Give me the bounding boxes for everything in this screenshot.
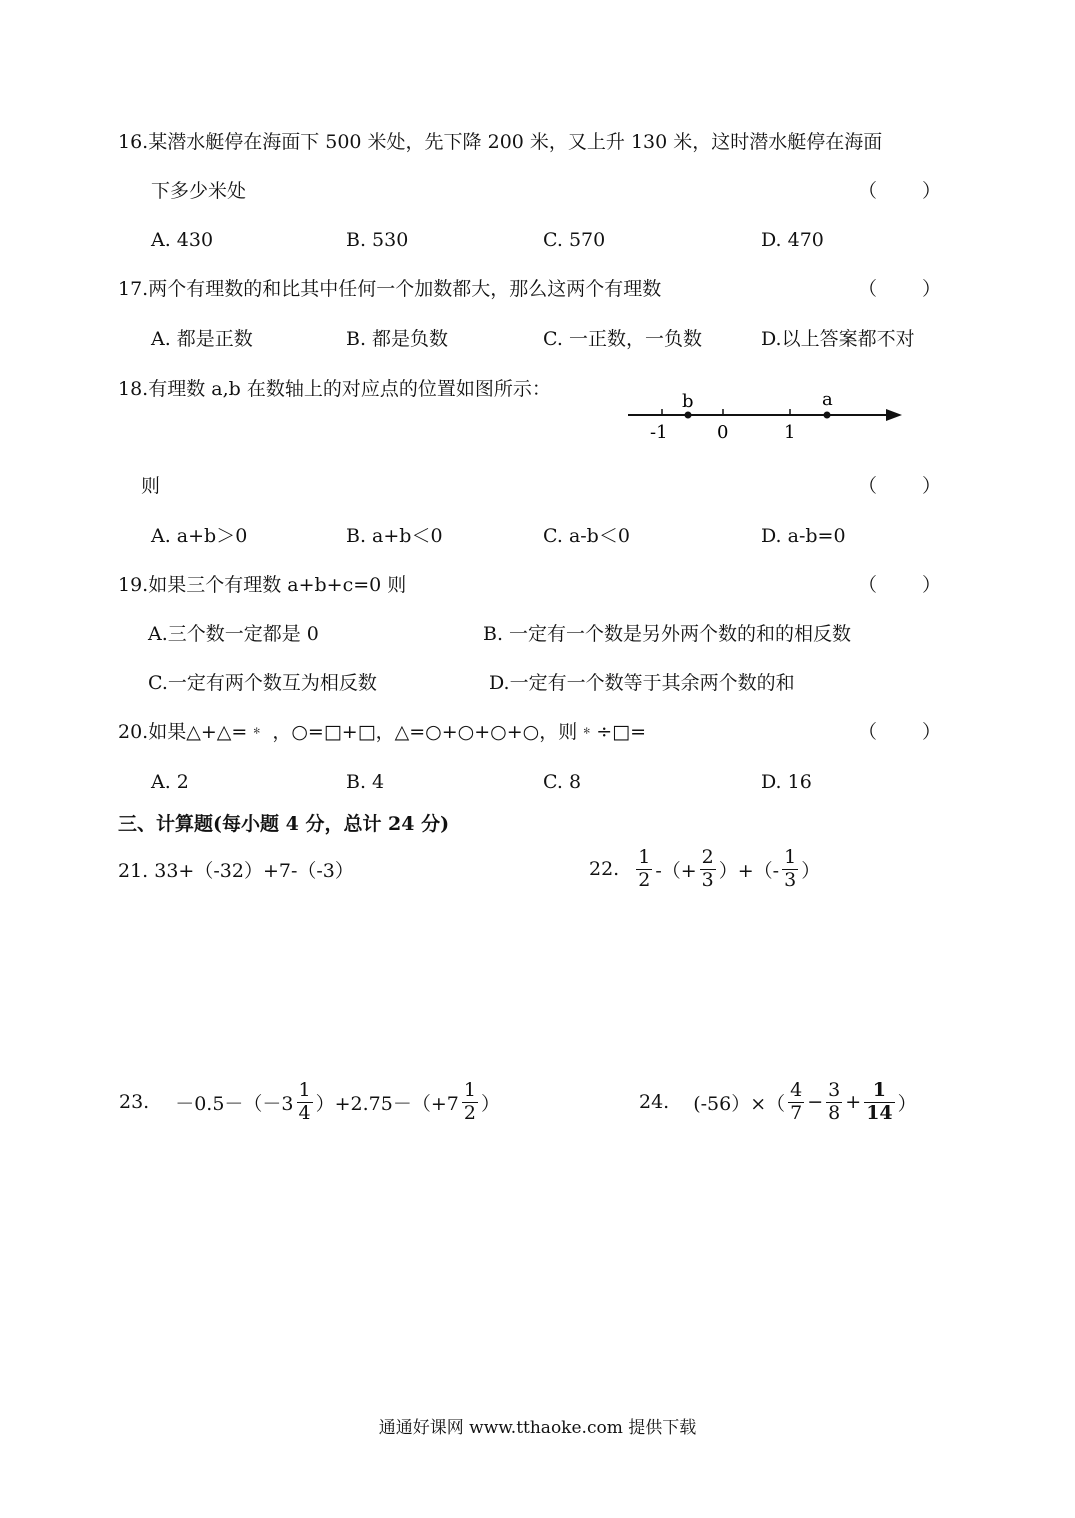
q19-option-d: D.一定有一个数等于其余两个数的和	[489, 672, 795, 694]
q24-part-2: ）	[897, 1092, 917, 1115]
q24-part-1: (-56）×（	[693, 1092, 786, 1115]
q16-answer-paren-close: ）	[922, 180, 942, 202]
q16-stem-line2: 下多少米处	[151, 180, 247, 202]
tick-label-minus-1: -1	[650, 422, 668, 443]
q23-part-3: ）	[480, 1092, 500, 1115]
q16-option-d: D. 470	[761, 229, 824, 251]
q23-fraction-2	[462, 1080, 478, 1125]
q16-option-b: B. 530	[346, 229, 409, 251]
q22-fraction-3-numerator: 1	[784, 846, 797, 868]
q24-fraction-3-denominator: 14	[866, 1101, 893, 1124]
q19-option-b: B. 一定有一个数是另外两个数的和的相反数	[483, 623, 852, 645]
q17-option-c: C. 一正数，一负数	[543, 328, 702, 350]
q18-answer-paren-open: （	[858, 475, 878, 497]
number-line-arrowhead	[886, 409, 902, 421]
q20-option-c: C. 8	[543, 771, 582, 793]
q19-option-c: C.一定有两个数互为相反数	[148, 672, 377, 694]
q20-stem: 20.如果△+△=﹡ ，○=□+□，△=○+○+○+○，则﹡÷□=	[118, 721, 647, 743]
q17-option-d: D.以上答案都不对	[761, 328, 915, 350]
page-footer: 通通好课网 www.tthaoke.com 提供下载	[378, 1418, 697, 1438]
q18-stem-line2: 则	[141, 475, 161, 497]
q24-expression	[638, 1080, 918, 1125]
q23-label: 23.	[119, 1091, 150, 1114]
q24-fraction-1-denominator: 7	[790, 1101, 803, 1124]
q23-part-2: ）+2.75－（+7	[315, 1092, 459, 1115]
q20-option-a: A. 2	[151, 771, 189, 793]
q22-fraction-2	[700, 847, 716, 892]
q19-stem: 19.如果三个有理数 a+b+c=0 则	[118, 574, 407, 596]
q22-fraction-1-numerator: 1	[638, 846, 651, 868]
q22-fraction-1	[636, 847, 652, 892]
q22-operator-3: ）	[801, 859, 821, 882]
q17-answer-paren-close: ）	[922, 278, 942, 300]
q24-fraction-3	[864, 1080, 894, 1125]
q24-fraction-2	[826, 1080, 842, 1125]
q24-fraction-1	[788, 1080, 804, 1125]
q24-fraction-3-numerator: 1	[872, 1079, 887, 1101]
point-label-b: b	[682, 391, 694, 412]
q17-option-a: A. 都是正数	[151, 328, 253, 350]
q22-fraction-2-denominator: 3	[701, 868, 714, 891]
q24-label: 24.	[639, 1091, 670, 1114]
q18-number-line	[620, 385, 910, 447]
tick-label-0: 0	[717, 422, 729, 443]
q16-option-a: A. 430	[151, 229, 214, 251]
q18-answer-paren-close: ）	[922, 475, 942, 497]
section3-heading: 三、计算题(每小题 4 分，总计 24 分)	[118, 813, 450, 835]
tick-label-1: 1	[784, 422, 796, 443]
q19-answer-paren-open: （	[858, 574, 878, 596]
q18-option-d: D. a-b=0	[761, 525, 846, 547]
q24-fraction-2-numerator: 3	[828, 1079, 841, 1101]
q19-answer-paren-close: ）	[922, 574, 942, 596]
q18-option-a: A. a+b＞0	[151, 525, 248, 547]
q19-option-a: A.三个数一定都是 0	[148, 623, 319, 645]
q23-fraction-1-denominator: 4	[298, 1101, 311, 1124]
q18-option-c: C. a-b＜0	[543, 525, 630, 547]
q17-stem: 17.两个有理数的和比其中任何一个加数都大，那么这两个有理数	[118, 278, 662, 300]
q24-fraction-2-denominator: 8	[828, 1101, 841, 1124]
q21-expression: 21. 33+（-32）+7-（-3）	[118, 860, 354, 882]
q20-option-b: B. 4	[346, 771, 385, 793]
q16-answer-paren-open: （	[858, 180, 878, 202]
q17-answer-paren-open: （	[858, 278, 878, 300]
q22-expression	[588, 847, 821, 892]
q22-fraction-3-denominator: 3	[784, 868, 797, 891]
q18-stem: 18.有理数 a,b 在数轴上的对应点的位置如图所示：	[118, 378, 551, 400]
q22-fraction-3	[782, 847, 798, 892]
q23-fraction-2-numerator: 1	[463, 1079, 476, 1101]
q23-part-1: －0.5－（－3	[175, 1092, 294, 1115]
q24-fraction-1-numerator: 4	[790, 1079, 803, 1101]
q22-operator-1: -（+	[655, 859, 697, 882]
point-a	[824, 412, 831, 419]
point-label-a: a	[822, 389, 833, 410]
q16-option-c: C. 570	[543, 229, 606, 251]
q23-fraction-1-numerator: 1	[298, 1079, 311, 1101]
q23-expression	[118, 1080, 501, 1125]
q24-operator-1: −	[807, 1091, 824, 1114]
q22-operator-2: ）+（-	[718, 859, 780, 882]
q16-stem-line1: 16.某潜水艇停在海面下 500 米处，先下降 200 米，又上升 130 米，这时潜水艇停在海面	[118, 131, 883, 153]
q22-fraction-2-numerator: 2	[701, 846, 714, 868]
q18-option-b: B. a+b＜0	[346, 525, 443, 547]
q17-option-b: B. 都是负数	[346, 328, 449, 350]
q22-label: 22.	[589, 858, 620, 881]
q20-answer-paren-close: ）	[922, 721, 942, 743]
q20-answer-paren-open: （	[858, 721, 878, 743]
q20-option-d: D. 16	[761, 771, 812, 793]
q22-fraction-1-denominator: 2	[638, 868, 651, 891]
q23-fraction-1	[297, 1080, 313, 1125]
q24-operator-2: +	[845, 1091, 862, 1114]
q23-fraction-2-denominator: 2	[463, 1101, 476, 1124]
point-b	[685, 412, 692, 419]
